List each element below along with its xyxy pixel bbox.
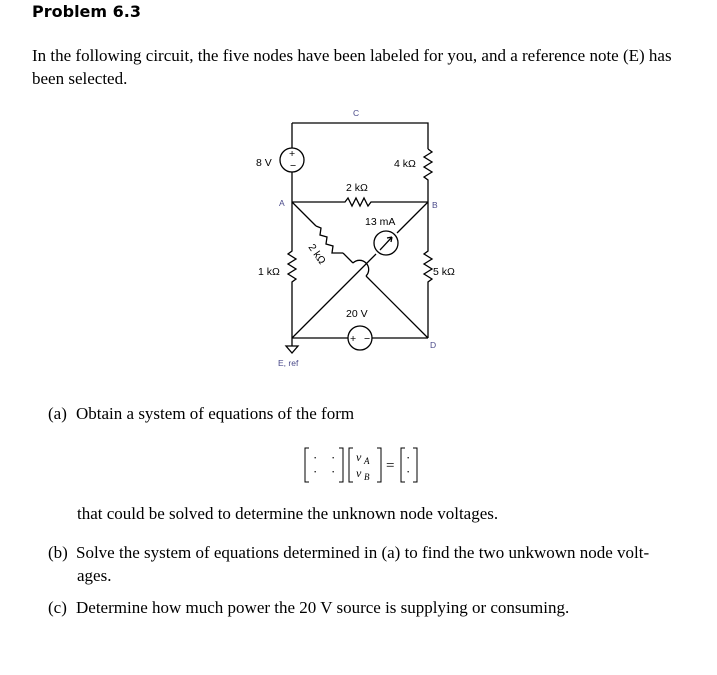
node-label-e: E, ref <box>278 358 299 368</box>
resistor-1k <box>288 202 296 338</box>
part-a-tail: that could be solved to determine the unknown node voltages. <box>77 504 499 523</box>
matrix-bracket-right <box>339 448 343 482</box>
matrix-bracket-left <box>305 448 309 482</box>
part-b-line2: ages. <box>77 566 112 585</box>
vs20-minus-sign: − <box>364 333 371 345</box>
part-b-line1: Solve the system of equations determined in (a) to find the two unkwown node volt- <box>76 543 650 562</box>
matrix-entry: · <box>331 450 336 465</box>
node-label-b: B <box>432 200 438 210</box>
part-c-marker: (c) <box>48 598 67 617</box>
vector-sub-a: A <box>364 456 370 466</box>
label-4k: 4 kΩ <box>394 158 416 170</box>
part-b <box>48 541 698 587</box>
rhs-entry: · <box>406 450 411 465</box>
label-8v: 8 V <box>256 157 272 169</box>
resistor-4k <box>424 149 432 202</box>
problem-title: Problem 6.3 <box>32 2 141 21</box>
wire-top <box>292 123 428 149</box>
equals-sign: = <box>386 458 395 474</box>
part-b-marker: (b) <box>48 543 68 562</box>
circuit-diagram <box>240 105 460 375</box>
label-2k-diag: 2 kΩ <box>305 241 328 267</box>
vector-bracket-right <box>377 448 381 482</box>
part-c-text: Determine how much power the 20 V source is supplying or consuming. <box>76 598 570 617</box>
matrix-equation <box>303 446 463 486</box>
rhs-bracket-left <box>401 448 405 482</box>
resistor-5k <box>424 202 432 338</box>
node-label-a: A <box>279 198 285 208</box>
part-a-marker: (a) <box>48 404 67 423</box>
resistor-2k-top <box>292 198 428 206</box>
vs20-plus-sign: + <box>350 333 357 345</box>
label-2k-top: 2 kΩ <box>346 182 368 194</box>
vector-v-a: v <box>356 450 362 464</box>
label-5k: 5 kΩ <box>433 266 455 278</box>
matrix-entry: · <box>313 464 318 479</box>
node-label-c: C <box>353 108 360 118</box>
label-13ma: 13 mA <box>365 216 396 228</box>
rhs-bracket-right <box>413 448 417 482</box>
wire-crossover-hop <box>353 260 369 276</box>
vs8-minus-sign: − <box>290 160 297 172</box>
part-a-text: Obtain a system of equations of the form <box>76 404 355 423</box>
rhs-entry: · <box>406 464 411 479</box>
matrix-entry: · <box>313 450 318 465</box>
label-20v: 20 V <box>346 308 368 320</box>
vs8-plus-sign: + <box>289 148 296 160</box>
label-1k: 1 kΩ <box>258 266 280 278</box>
node-label-d: D <box>430 340 437 350</box>
matrix-entry: · <box>331 464 336 479</box>
ground-icon <box>286 338 298 353</box>
intro-paragraph: In the following circuit, the five nodes have been labeled for you, and a reference note (E) has been selected. <box>32 46 672 88</box>
part-a <box>48 404 354 424</box>
vector-sub-b: B <box>364 472 370 482</box>
vector-bracket-left <box>349 448 353 482</box>
part-c <box>48 598 569 618</box>
vector-v-b: v <box>356 466 362 480</box>
